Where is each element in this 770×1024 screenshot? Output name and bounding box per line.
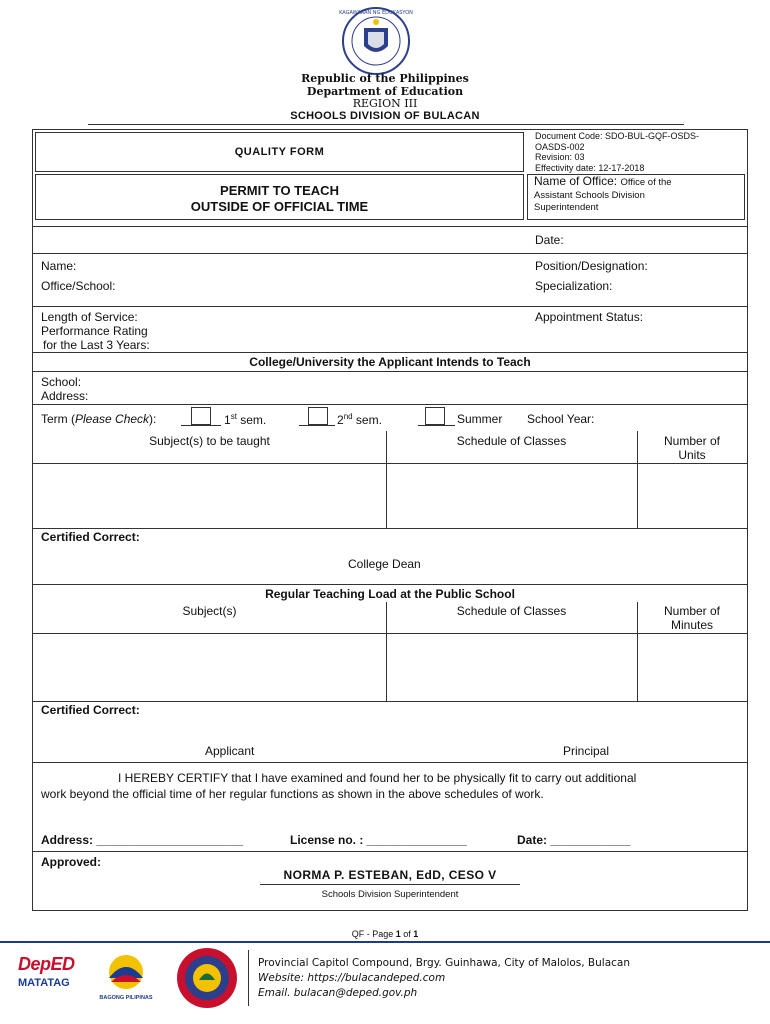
license-field[interactable]: License no. : _______________ [290, 833, 467, 847]
doc-code-line-1: Document Code: SDO-BUL-GQF-OSDS- [535, 131, 700, 141]
quality-form-label: QUALITY FORM [234, 146, 325, 158]
first-sem-line [181, 425, 221, 426]
effectivity-date: Effectivity date: 12-17-2018 [535, 162, 645, 173]
term-suffix: ): [149, 412, 157, 426]
footer-divider [248, 950, 249, 1006]
col-divider [637, 602, 638, 701]
college-heading: College/University the Applicant Intends to Teach [249, 355, 531, 369]
rule [33, 633, 747, 634]
col-divider [386, 431, 387, 528]
term-prefix: Term ( [41, 412, 75, 426]
form-title-2: OUTSIDE OF OFFICIAL TIME [190, 199, 369, 214]
col-units-line-1: Number of [663, 434, 721, 448]
republic-heading: Republic of the Philippines [301, 72, 469, 85]
certify-line-1: I HEREBY CERTIFY that I have examined and found her to be physically fit to carry out additional [118, 771, 637, 785]
signature-line [260, 884, 520, 885]
second-sem-line [299, 425, 335, 426]
office-name [534, 176, 672, 214]
specialization-label: Specialization: [535, 279, 613, 293]
office-school-label: Office/School: [41, 279, 116, 293]
school-year-label: School Year: [527, 412, 595, 426]
rule [33, 463, 747, 464]
col-schedule: Schedule of Classes [456, 434, 567, 448]
page-num: 1 [395, 929, 401, 939]
deped-wordmark: DepED [18, 954, 75, 974]
rule [33, 253, 747, 254]
second-sem-text: sem. [352, 413, 382, 427]
office-label: Name of Office: [534, 174, 618, 188]
department-heading: Department of Education [306, 85, 464, 98]
header-rule [88, 124, 684, 125]
footer-contact [258, 956, 630, 1001]
office-value-2: Assistant Schools Division [534, 189, 645, 201]
applicant-label: Applicant [205, 744, 255, 758]
sdo-bulacan-seal [172, 947, 242, 1009]
page-mid: of [400, 929, 414, 939]
rule [33, 352, 747, 353]
office-value-1: Office of the [620, 177, 672, 188]
position-label: Position/Designation: [535, 259, 648, 273]
col-units-line-2: Units [678, 448, 706, 462]
col-subjects: Subject(s) [182, 604, 237, 618]
appointment-label: Appointment Status: [535, 310, 644, 324]
page-total: 1 [413, 929, 419, 939]
rule [33, 371, 747, 372]
form-title-1: PERMIT TO TEACH [220, 183, 339, 198]
doc-code [535, 131, 699, 173]
deped-matatag-logo [18, 954, 88, 1002]
col-schedule-regular: Schedule of Classes [456, 604, 567, 618]
footer-email[interactable]: Email. bulacan@deped.gov.ph [258, 987, 418, 999]
bagong-label: BAGONG PILIPINAS [99, 995, 153, 1001]
term-italic: Please Check [75, 412, 150, 426]
address-label: Address: [41, 389, 89, 403]
doc-code-line-2: OASDS-002 [535, 141, 585, 152]
perf-rating-label: Performance Rating [41, 324, 148, 338]
summer-line [418, 425, 455, 426]
rule [33, 306, 747, 307]
regular-heading: Regular Teaching Load at the Public School [265, 587, 515, 601]
date-label: Date: [535, 233, 564, 247]
deped-seal [334, 6, 418, 76]
length-service-label: Length of Service: [41, 310, 138, 324]
college-dean: College Dean [348, 557, 421, 571]
second-sem-num: 2 [337, 413, 344, 427]
signatory-name: NORMA P. ESTEBAN, EdD, CESO V [283, 868, 497, 882]
regular-certified: Certified Correct: [41, 703, 140, 717]
first-sem-sup: st [230, 412, 237, 421]
first-sem-label [224, 412, 266, 427]
region-heading: REGION III [352, 97, 418, 110]
col-minutes-line-1: Number of [663, 604, 721, 618]
second-sem-label [337, 412, 382, 427]
rule [33, 701, 747, 702]
footer-website[interactable]: Website: https://bulacandeped.com [258, 972, 446, 984]
second-sem-sup: nd [343, 412, 353, 421]
col-units [637, 434, 747, 462]
principal-label: Principal [563, 744, 610, 758]
school-label: School: [41, 375, 82, 389]
approved-label: Approved: [41, 855, 101, 869]
col-minutes [637, 604, 747, 632]
last-3-years-label: for the Last 3 Years: [43, 338, 150, 352]
bagong-pilipinas-logo [93, 950, 159, 1002]
col-divider [386, 602, 387, 701]
rule [33, 404, 747, 405]
division-heading: SCHOOLS DIVISION OF BULACAN [290, 110, 480, 122]
date-field[interactable]: Date: ____________ [517, 833, 631, 847]
rule [33, 528, 747, 529]
footer-address: Provincial Capitol Compound, Brgy. Guinhawa, City of Malolos, Bulacan [258, 957, 631, 969]
first-sem-text: sem. [236, 413, 267, 427]
first-sem-checkbox[interactable] [191, 407, 211, 425]
college-certified: Certified Correct: [41, 530, 140, 544]
summer-label: Summer [457, 412, 503, 426]
term-label [41, 412, 156, 426]
certify-line-2: work beyond the official time of her regular functions as shown in the above schedules of work. [41, 787, 544, 801]
footer-rule [0, 941, 770, 943]
rule [33, 584, 747, 585]
matatag-wordmark: MATATAG [18, 977, 70, 989]
page-number [0, 929, 770, 939]
address-field[interactable]: Address: ______________________ [41, 833, 244, 847]
signatory-title: Schools Division Superintendent [321, 889, 459, 900]
name-label: Name: [41, 259, 77, 273]
first-sem-num: 1 [224, 413, 231, 427]
summer-checkbox[interactable] [425, 407, 445, 425]
revision: Revision: 03 [535, 152, 585, 162]
col-divider [637, 431, 638, 528]
second-sem-checkbox[interactable] [308, 407, 328, 425]
rule [33, 851, 747, 852]
col-subjects-taught: Subject(s) to be taught [149, 434, 270, 448]
office-value-3: Superintendent [534, 202, 599, 213]
header-bottom-rule [33, 226, 747, 227]
svg-text:KAGAWARAN NG EDUKASYON: KAGAWARAN NG EDUKASYON [339, 10, 413, 16]
col-minutes-line-2: Minutes [670, 618, 714, 632]
page-prefix: QF - Page [351, 929, 396, 939]
rule [33, 762, 747, 763]
